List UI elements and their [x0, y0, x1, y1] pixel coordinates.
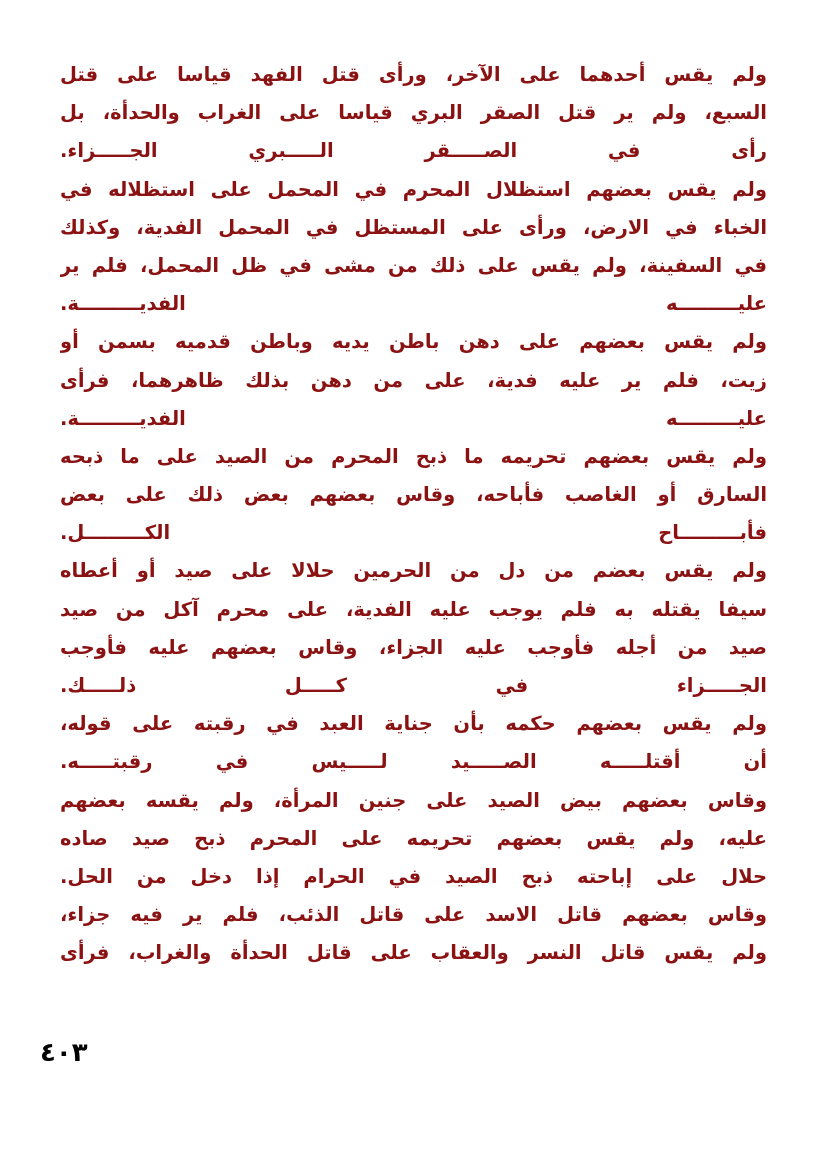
text-line: رأى في الصـــــقر الـــــبري الجـــــزاء.: [60, 139, 767, 163]
text-line: صيد من أجله فأوجب عليه الجزاء، وقاس بعضهم عليه فأوجب: [60, 635, 767, 659]
text-line: فأبـــــــــاح الكـــــــــل.: [60, 521, 767, 545]
text-line: أن أقتلـــــه الصـــــيد لـــــيس في رقبتـــــه.: [60, 750, 767, 774]
text-line: زيت، فلم ير عليه فدية، على من دهن بذلك ظاهرهما، فرأى: [60, 368, 767, 392]
text-line: الجـــــزاء في كـــــل ذلـــــك.: [60, 674, 767, 697]
text-line: عليـــــــــه الفديـــــــــة.: [60, 406, 767, 430]
document-body: [60, 56, 767, 973]
text-line: ولم يقس بعضم من دل من الحرمين حلالا على صيد أو أعطاه: [60, 559, 767, 583]
text-line: في السفينة، ولم يقس على ذلك من مشى في ظل المحمل، فلم ير: [60, 253, 767, 277]
text-line: السبع، ولم ير قتل الصقر البري قياسا على الغراب والحدأة، بل: [60, 101, 767, 125]
text-line: وقاس بعضهم قاتل الاسد على قاتل الذئب، فلم ير فيه جزاء،: [60, 903, 767, 927]
text-line: سيفا يقتله به فلم يوجب عليه الفدية، على محرم آكل من صيد: [60, 597, 767, 621]
text-line: حلال على إباحته ذبح الصيد في الحرام إذا دخل من الحل.: [60, 864, 767, 888]
text-line: ولم يقس بعضهم على دهن باطن يديه وباطن قدميه بسمن أو: [60, 330, 767, 354]
text-line: وقاس بعضهم بيض الصيد على جنين المرأة، ولم يقسه بعضهم: [60, 788, 767, 812]
text-line: الخباء في الارض، ورأى على المستظل في المحمل الفدية، وكذلك: [60, 215, 767, 239]
text-line: ولم يقس بعضهم تحريمه ما ذبح المحرم من الصيد على ما ذبحه: [60, 444, 767, 468]
text-line: السارق أو الغاصب فأباحه، وقاس بعضهم بعض ذلك على بعض: [60, 483, 767, 507]
page-number: ٤٠٣: [40, 1038, 88, 1068]
text-line: ولم يقس قاتل النسر والعقاب على قاتل الحدأة والغراب، فرأى: [60, 941, 767, 965]
text-line: عليـــــــــه الفديـــــــــة.: [60, 292, 767, 316]
text-line: ولم يقس بعضهم حكمه بأن جناية العبد في رقبته على قوله،: [60, 712, 767, 736]
text-line: ولم يقس أحدهما على الآخر، ورأى قتل الفهد قياسا على قتل: [60, 63, 767, 86]
text-line: عليه، ولم يقس بعضهم تحريمه على المحرم ذبح صيد صاده: [60, 826, 767, 850]
text-line: ولم يقس بعضهم استظلال المحرم في المحمل على استظلاله في: [60, 177, 767, 201]
